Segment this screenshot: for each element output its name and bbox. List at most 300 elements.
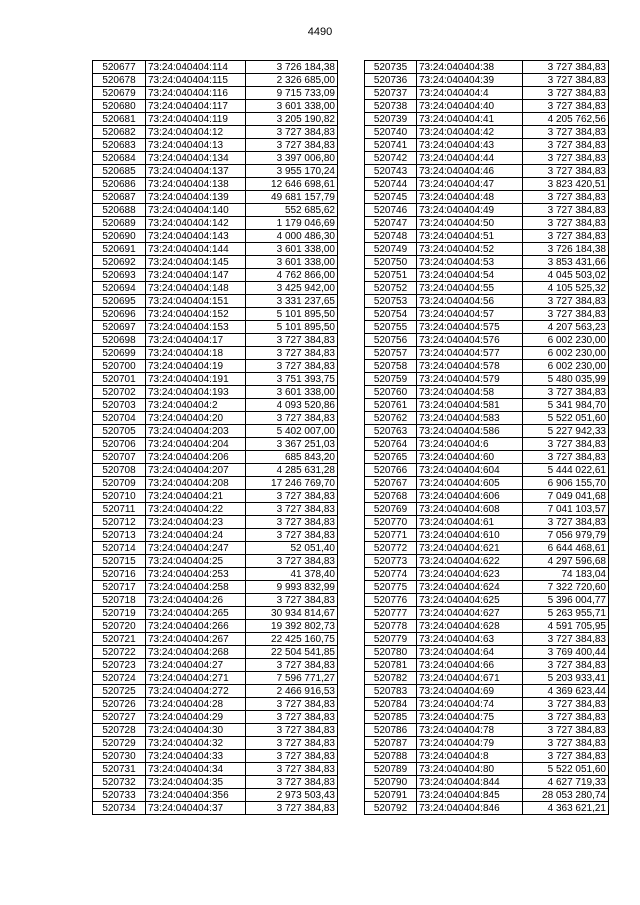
cadastral-value-cell: 6 906 155,70 [523, 477, 609, 490]
record-number-cell: 520753 [365, 295, 417, 308]
cadastral-number-cell: 73:24:040404:52 [417, 243, 523, 256]
registry-table-right [364, 60, 609, 815]
cadastral-number-cell: 73:24:040404:577 [417, 347, 523, 360]
record-number-cell: 520690 [93, 230, 146, 243]
cadastral-value-cell: 3 727 384,83 [246, 711, 338, 724]
cadastral-value-cell: 3 727 384,83 [523, 230, 609, 243]
cadastral-number-cell: 73:24:040404:25 [146, 555, 246, 568]
cadastral-value-cell: 3 727 384,83 [246, 347, 338, 360]
cadastral-number-cell: 73:24:040404:54 [417, 269, 523, 282]
table-row [93, 698, 338, 711]
record-number-cell: 520707 [93, 451, 146, 464]
cadastral-value-cell: 3 727 384,83 [523, 139, 609, 152]
cadastral-value-cell: 3 727 384,83 [523, 308, 609, 321]
record-number-cell: 520689 [93, 217, 146, 230]
table-row [93, 282, 338, 295]
cadastral-number-cell: 73:24:040404:575 [417, 321, 523, 334]
record-number-cell: 520738 [365, 100, 417, 113]
record-number-cell: 520700 [93, 360, 146, 373]
record-number-cell: 520736 [365, 74, 417, 87]
cadastral-value-cell: 19 392 802,73 [246, 620, 338, 633]
table-row [93, 113, 338, 126]
table-row [365, 308, 609, 321]
cadastral-number-cell: 73:24:040404:60 [417, 451, 523, 464]
cadastral-value-cell: 3 727 384,83 [246, 737, 338, 750]
table-row [365, 152, 609, 165]
cadastral-value-cell: 4 363 621,21 [523, 802, 609, 815]
cadastral-value-cell: 3 727 384,83 [523, 724, 609, 737]
cadastral-value-cell: 5 101 895,50 [246, 308, 338, 321]
table-row [365, 451, 609, 464]
table-row [93, 685, 338, 698]
cadastral-number-cell: 73:24:040404:48 [417, 191, 523, 204]
table-row [365, 113, 609, 126]
cadastral-number-cell: 73:24:040404:47 [417, 178, 523, 191]
record-number-cell: 520752 [365, 282, 417, 295]
cadastral-number-cell: 73:24:040404:28 [146, 698, 246, 711]
table-row [365, 490, 609, 503]
cadastral-number-cell: 73:24:040404:152 [146, 308, 246, 321]
record-number-cell: 520729 [93, 737, 146, 750]
cadastral-number-cell: 73:24:040404:34 [146, 763, 246, 776]
table-row [93, 230, 338, 243]
cadastral-value-cell: 74 183,04 [523, 568, 609, 581]
cadastral-number-cell: 73:24:040404:35 [146, 776, 246, 789]
table-row [365, 282, 609, 295]
record-number-cell: 520780 [365, 646, 417, 659]
cadastral-number-cell: 73:24:040404:23 [146, 516, 246, 529]
cadastral-value-cell: 5 402 007,00 [246, 425, 338, 438]
record-number-cell: 520776 [365, 594, 417, 607]
cadastral-value-cell: 2 466 916,53 [246, 685, 338, 698]
cadastral-number-cell: 73:24:040404:74 [417, 698, 523, 711]
cadastral-value-cell: 3 727 384,83 [246, 750, 338, 763]
cadastral-value-cell: 4 205 762,56 [523, 113, 609, 126]
cadastral-value-cell: 3 727 384,83 [523, 386, 609, 399]
cadastral-value-cell: 5 227 942,33 [523, 425, 609, 438]
table-row [93, 802, 338, 815]
registry-table-left [92, 60, 338, 815]
table-row [365, 698, 609, 711]
cadastral-number-cell: 73:24:040404:24 [146, 529, 246, 542]
record-number-cell: 520757 [365, 347, 417, 360]
table-row [93, 256, 338, 269]
table-row [93, 711, 338, 724]
table-row [93, 763, 338, 776]
cadastral-value-cell: 2 326 685,00 [246, 74, 338, 87]
cadastral-number-cell: 73:24:040404:58 [417, 386, 523, 399]
record-number-cell: 520784 [365, 698, 417, 711]
record-number-cell: 520777 [365, 607, 417, 620]
cadastral-number-cell: 73:24:040404:622 [417, 555, 523, 568]
record-number-cell: 520686 [93, 178, 146, 191]
table-row [93, 152, 338, 165]
table-row [93, 295, 338, 308]
cadastral-number-cell: 73:24:040404:137 [146, 165, 246, 178]
cadastral-value-cell: 3 727 384,83 [523, 633, 609, 646]
table-row [365, 555, 609, 568]
cadastral-value-cell: 3 955 170,24 [246, 165, 338, 178]
record-number-cell: 520769 [365, 503, 417, 516]
cadastral-number-cell: 73:24:040404:579 [417, 373, 523, 386]
record-number-cell: 520697 [93, 321, 146, 334]
record-number-cell: 520702 [93, 386, 146, 399]
cadastral-number-cell: 73:24:040404:581 [417, 399, 523, 412]
record-number-cell: 520709 [93, 477, 146, 490]
cadastral-number-cell: 73:24:040404:30 [146, 724, 246, 737]
cadastral-value-cell: 3 727 384,83 [523, 87, 609, 100]
record-number-cell: 520704 [93, 412, 146, 425]
table-row [365, 360, 609, 373]
cadastral-value-cell: 3 727 384,83 [246, 126, 338, 139]
cadastral-value-cell: 3 727 384,83 [246, 776, 338, 789]
record-number-cell: 520785 [365, 711, 417, 724]
record-number-cell: 520732 [93, 776, 146, 789]
table-row [365, 126, 609, 139]
cadastral-number-cell: 73:24:040404:272 [146, 685, 246, 698]
registry-table-right-body [365, 61, 609, 815]
record-number-cell: 520746 [365, 204, 417, 217]
record-number-cell: 520688 [93, 204, 146, 217]
table-row [365, 503, 609, 516]
cadastral-value-cell: 6 002 230,00 [523, 347, 609, 360]
record-number-cell: 520713 [93, 529, 146, 542]
cadastral-number-cell: 73:24:040404:267 [146, 633, 246, 646]
cadastral-number-cell: 73:24:040404:625 [417, 594, 523, 607]
table-row [365, 100, 609, 113]
table-row [365, 269, 609, 282]
table-row [93, 334, 338, 347]
cadastral-value-cell: 3 425 942,00 [246, 282, 338, 295]
cadastral-value-cell: 7 596 771,27 [246, 672, 338, 685]
record-number-cell: 520790 [365, 776, 417, 789]
table-row [365, 750, 609, 763]
cadastral-value-cell: 3 769 400,44 [523, 646, 609, 659]
cadastral-value-cell: 4 297 596,68 [523, 555, 609, 568]
cadastral-number-cell: 73:24:040404:61 [417, 516, 523, 529]
cadastral-value-cell: 22 425 160,75 [246, 633, 338, 646]
cadastral-number-cell: 73:24:040404:207 [146, 464, 246, 477]
record-number-cell: 520741 [365, 139, 417, 152]
table-row [93, 308, 338, 321]
table-row [365, 802, 609, 815]
cadastral-number-cell: 73:24:040404:115 [146, 74, 246, 87]
record-number-cell: 520787 [365, 737, 417, 750]
cadastral-number-cell: 73:24:040404:143 [146, 230, 246, 243]
table-row [365, 178, 609, 191]
cadastral-number-cell: 73:24:040404:148 [146, 282, 246, 295]
cadastral-number-cell: 73:24:040404:38 [417, 61, 523, 74]
table-row [93, 789, 338, 802]
table-row [93, 425, 338, 438]
table-row [93, 100, 338, 113]
table-row [365, 672, 609, 685]
cadastral-number-cell: 73:24:040404:627 [417, 607, 523, 620]
table-row [365, 412, 609, 425]
cadastral-value-cell: 49 681 157,79 [246, 191, 338, 204]
cadastral-number-cell: 73:24:040404:64 [417, 646, 523, 659]
table-row [365, 425, 609, 438]
cadastral-number-cell: 73:24:040404:50 [417, 217, 523, 230]
record-number-cell: 520748 [365, 230, 417, 243]
table-row [365, 74, 609, 87]
table-row [93, 490, 338, 503]
cadastral-value-cell: 3 751 393,75 [246, 373, 338, 386]
table-row [365, 373, 609, 386]
record-number-cell: 520749 [365, 243, 417, 256]
table-row [365, 464, 609, 477]
record-number-cell: 520716 [93, 568, 146, 581]
record-number-cell: 520781 [365, 659, 417, 672]
cadastral-value-cell: 3 727 384,83 [523, 659, 609, 672]
record-number-cell: 520727 [93, 711, 146, 724]
registry-table-left-body [93, 61, 338, 815]
cadastral-number-cell: 73:24:040404:671 [417, 672, 523, 685]
table-row [365, 646, 609, 659]
table-row [93, 191, 338, 204]
table-row [365, 139, 609, 152]
cadastral-number-cell: 73:24:040404:147 [146, 269, 246, 282]
cadastral-number-cell: 73:24:040404:191 [146, 373, 246, 386]
record-number-cell: 520739 [365, 113, 417, 126]
record-number-cell: 520682 [93, 126, 146, 139]
cadastral-number-cell: 73:24:040404:204 [146, 438, 246, 451]
record-number-cell: 520773 [365, 555, 417, 568]
table-row [93, 672, 338, 685]
cadastral-value-cell: 4 105 525,32 [523, 282, 609, 295]
cadastral-number-cell: 73:24:040404:586 [417, 425, 523, 438]
record-number-cell: 520760 [365, 386, 417, 399]
table-row [365, 399, 609, 412]
cadastral-number-cell: 73:24:040404:845 [417, 789, 523, 802]
cadastral-value-cell: 4 285 631,28 [246, 464, 338, 477]
table-row [365, 87, 609, 100]
table-row [93, 373, 338, 386]
record-number-cell: 520678 [93, 74, 146, 87]
cadastral-value-cell: 9 715 733,09 [246, 87, 338, 100]
cadastral-value-cell: 3 727 384,83 [246, 503, 338, 516]
cadastral-number-cell: 73:24:040404:846 [417, 802, 523, 815]
table-row [93, 217, 338, 230]
table-row [93, 581, 338, 594]
cadastral-value-cell: 4 207 563,23 [523, 321, 609, 334]
record-number-cell: 520747 [365, 217, 417, 230]
table-row [365, 438, 609, 451]
record-number-cell: 520744 [365, 178, 417, 191]
record-number-cell: 520765 [365, 451, 417, 464]
cadastral-number-cell: 73:24:040404:265 [146, 607, 246, 620]
record-number-cell: 520721 [93, 633, 146, 646]
cadastral-value-cell: 3 727 384,83 [523, 165, 609, 178]
cadastral-value-cell: 3 727 384,83 [523, 152, 609, 165]
table-row [365, 711, 609, 724]
record-number-cell: 520791 [365, 789, 417, 802]
cadastral-number-cell: 73:24:040404:844 [417, 776, 523, 789]
record-number-cell: 520687 [93, 191, 146, 204]
record-number-cell: 520715 [93, 555, 146, 568]
record-number-cell: 520740 [365, 126, 417, 139]
record-number-cell: 520764 [365, 438, 417, 451]
cadastral-value-cell: 5 263 955,71 [523, 607, 609, 620]
cadastral-value-cell: 2 973 503,43 [246, 789, 338, 802]
cadastral-value-cell: 3 601 338,00 [246, 243, 338, 256]
record-number-cell: 520758 [365, 360, 417, 373]
cadastral-value-cell: 5 480 035,99 [523, 373, 609, 386]
record-number-cell: 520681 [93, 113, 146, 126]
cadastral-number-cell: 73:24:040404:41 [417, 113, 523, 126]
table-row [365, 724, 609, 737]
cadastral-number-cell: 73:24:040404:29 [146, 711, 246, 724]
record-number-cell: 520685 [93, 165, 146, 178]
record-number-cell: 520783 [365, 685, 417, 698]
cadastral-value-cell: 4 093 520,86 [246, 399, 338, 412]
cadastral-value-cell: 12 646 698,61 [246, 178, 338, 191]
cadastral-number-cell: 73:24:040404:51 [417, 230, 523, 243]
record-number-cell: 520771 [365, 529, 417, 542]
cadastral-value-cell: 3 727 384,83 [246, 412, 338, 425]
cadastral-value-cell: 3 727 384,83 [523, 295, 609, 308]
record-number-cell: 520792 [365, 802, 417, 815]
cadastral-value-cell: 3 727 384,83 [523, 217, 609, 230]
cadastral-number-cell: 73:24:040404:13 [146, 139, 246, 152]
record-number-cell: 520680 [93, 100, 146, 113]
cadastral-number-cell: 73:24:040404:17 [146, 334, 246, 347]
record-number-cell: 520705 [93, 425, 146, 438]
cadastral-number-cell: 73:24:040404:53 [417, 256, 523, 269]
cadastral-number-cell: 73:24:040404:43 [417, 139, 523, 152]
cadastral-value-cell: 3 397 006,80 [246, 152, 338, 165]
cadastral-value-cell: 3 823 420,51 [523, 178, 609, 191]
table-row [365, 633, 609, 646]
cadastral-number-cell: 73:24:040404:206 [146, 451, 246, 464]
table-row [93, 360, 338, 373]
cadastral-number-cell: 73:24:040404:4 [417, 87, 523, 100]
cadastral-value-cell: 5 341 984,70 [523, 399, 609, 412]
table-row [365, 594, 609, 607]
page-number: 4490 [307, 26, 333, 38]
cadastral-number-cell: 73:24:040404:247 [146, 542, 246, 555]
table-row [93, 139, 338, 152]
table-row [93, 633, 338, 646]
record-number-cell: 520762 [365, 412, 417, 425]
table-row [365, 529, 609, 542]
cadastral-value-cell: 6 644 468,61 [523, 542, 609, 555]
cadastral-value-cell: 3 727 384,83 [523, 451, 609, 464]
table-row [93, 243, 338, 256]
table-row [93, 126, 338, 139]
record-number-cell: 520743 [365, 165, 417, 178]
record-number-cell: 520733 [93, 789, 146, 802]
cadastral-value-cell: 1 179 046,69 [246, 217, 338, 230]
cadastral-number-cell: 73:24:040404:606 [417, 490, 523, 503]
cadastral-number-cell: 73:24:040404:576 [417, 334, 523, 347]
cadastral-value-cell: 4 045 503,02 [523, 269, 609, 282]
table-row [93, 568, 338, 581]
record-number-cell: 520770 [365, 516, 417, 529]
record-number-cell: 520767 [365, 477, 417, 490]
cadastral-number-cell: 73:24:040404:66 [417, 659, 523, 672]
table-row [93, 386, 338, 399]
cadastral-value-cell: 4 762 866,00 [246, 269, 338, 282]
cadastral-number-cell: 73:24:040404:153 [146, 321, 246, 334]
record-number-cell: 520737 [365, 87, 417, 100]
record-number-cell: 520778 [365, 620, 417, 633]
table-row [365, 789, 609, 802]
record-number-cell: 520755 [365, 321, 417, 334]
cadastral-value-cell: 3 726 184,38 [523, 243, 609, 256]
cadastral-number-cell: 73:24:040404:203 [146, 425, 246, 438]
cadastral-value-cell: 552 685,62 [246, 204, 338, 217]
cadastral-number-cell: 73:24:040404:12 [146, 126, 246, 139]
record-number-cell: 520745 [365, 191, 417, 204]
cadastral-number-cell: 73:24:040404:20 [146, 412, 246, 425]
table-row [365, 386, 609, 399]
cadastral-value-cell: 5 444 022,61 [523, 464, 609, 477]
cadastral-value-cell: 3 727 384,83 [246, 698, 338, 711]
table-row [365, 516, 609, 529]
cadastral-number-cell: 73:24:040404:18 [146, 347, 246, 360]
cadastral-number-cell: 73:24:040404:208 [146, 477, 246, 490]
table-row [365, 477, 609, 490]
cadastral-value-cell: 3 727 384,83 [523, 61, 609, 74]
record-number-cell: 520703 [93, 399, 146, 412]
cadastral-value-cell: 28 053 280,74 [523, 789, 609, 802]
cadastral-number-cell: 73:24:040404:610 [417, 529, 523, 542]
table-row [93, 750, 338, 763]
record-number-cell: 520724 [93, 672, 146, 685]
record-number-cell: 520725 [93, 685, 146, 698]
table-row [365, 581, 609, 594]
record-number-cell: 520789 [365, 763, 417, 776]
cadastral-value-cell: 3 727 384,83 [246, 555, 338, 568]
table-row [93, 464, 338, 477]
cadastral-number-cell: 73:24:040404:134 [146, 152, 246, 165]
cadastral-value-cell: 3 601 338,00 [246, 100, 338, 113]
cadastral-value-cell: 3 727 384,83 [523, 516, 609, 529]
table-row [93, 178, 338, 191]
cadastral-number-cell: 73:24:040404:623 [417, 568, 523, 581]
record-number-cell: 520679 [93, 87, 146, 100]
cadastral-value-cell: 3 727 384,83 [523, 126, 609, 139]
table-row [365, 243, 609, 256]
cadastral-number-cell: 73:24:040404:583 [417, 412, 523, 425]
cadastral-number-cell: 73:24:040404:271 [146, 672, 246, 685]
cadastral-number-cell: 73:24:040404:624 [417, 581, 523, 594]
cadastral-value-cell: 7 056 979,79 [523, 529, 609, 542]
table-row [365, 321, 609, 334]
cadastral-value-cell: 22 504 541,85 [246, 646, 338, 659]
cadastral-value-cell: 4 000 486,30 [246, 230, 338, 243]
record-number-cell: 520714 [93, 542, 146, 555]
record-number-cell: 520735 [365, 61, 417, 74]
table-row [93, 87, 338, 100]
record-number-cell: 520766 [365, 464, 417, 477]
record-number-cell: 520712 [93, 516, 146, 529]
cadastral-value-cell: 3 727 384,83 [246, 334, 338, 347]
table-row [93, 399, 338, 412]
record-number-cell: 520719 [93, 607, 146, 620]
record-number-cell: 520750 [365, 256, 417, 269]
cadastral-number-cell: 73:24:040404:57 [417, 308, 523, 321]
table-row [93, 503, 338, 516]
cadastral-number-cell: 73:24:040404:22 [146, 503, 246, 516]
record-number-cell: 520723 [93, 659, 146, 672]
cadastral-value-cell: 30 934 814,67 [246, 607, 338, 620]
cadastral-value-cell: 3 727 384,83 [246, 490, 338, 503]
cadastral-value-cell: 3 727 384,83 [246, 529, 338, 542]
cadastral-number-cell: 73:24:040404:75 [417, 711, 523, 724]
cadastral-value-cell: 5 522 051,60 [523, 412, 609, 425]
